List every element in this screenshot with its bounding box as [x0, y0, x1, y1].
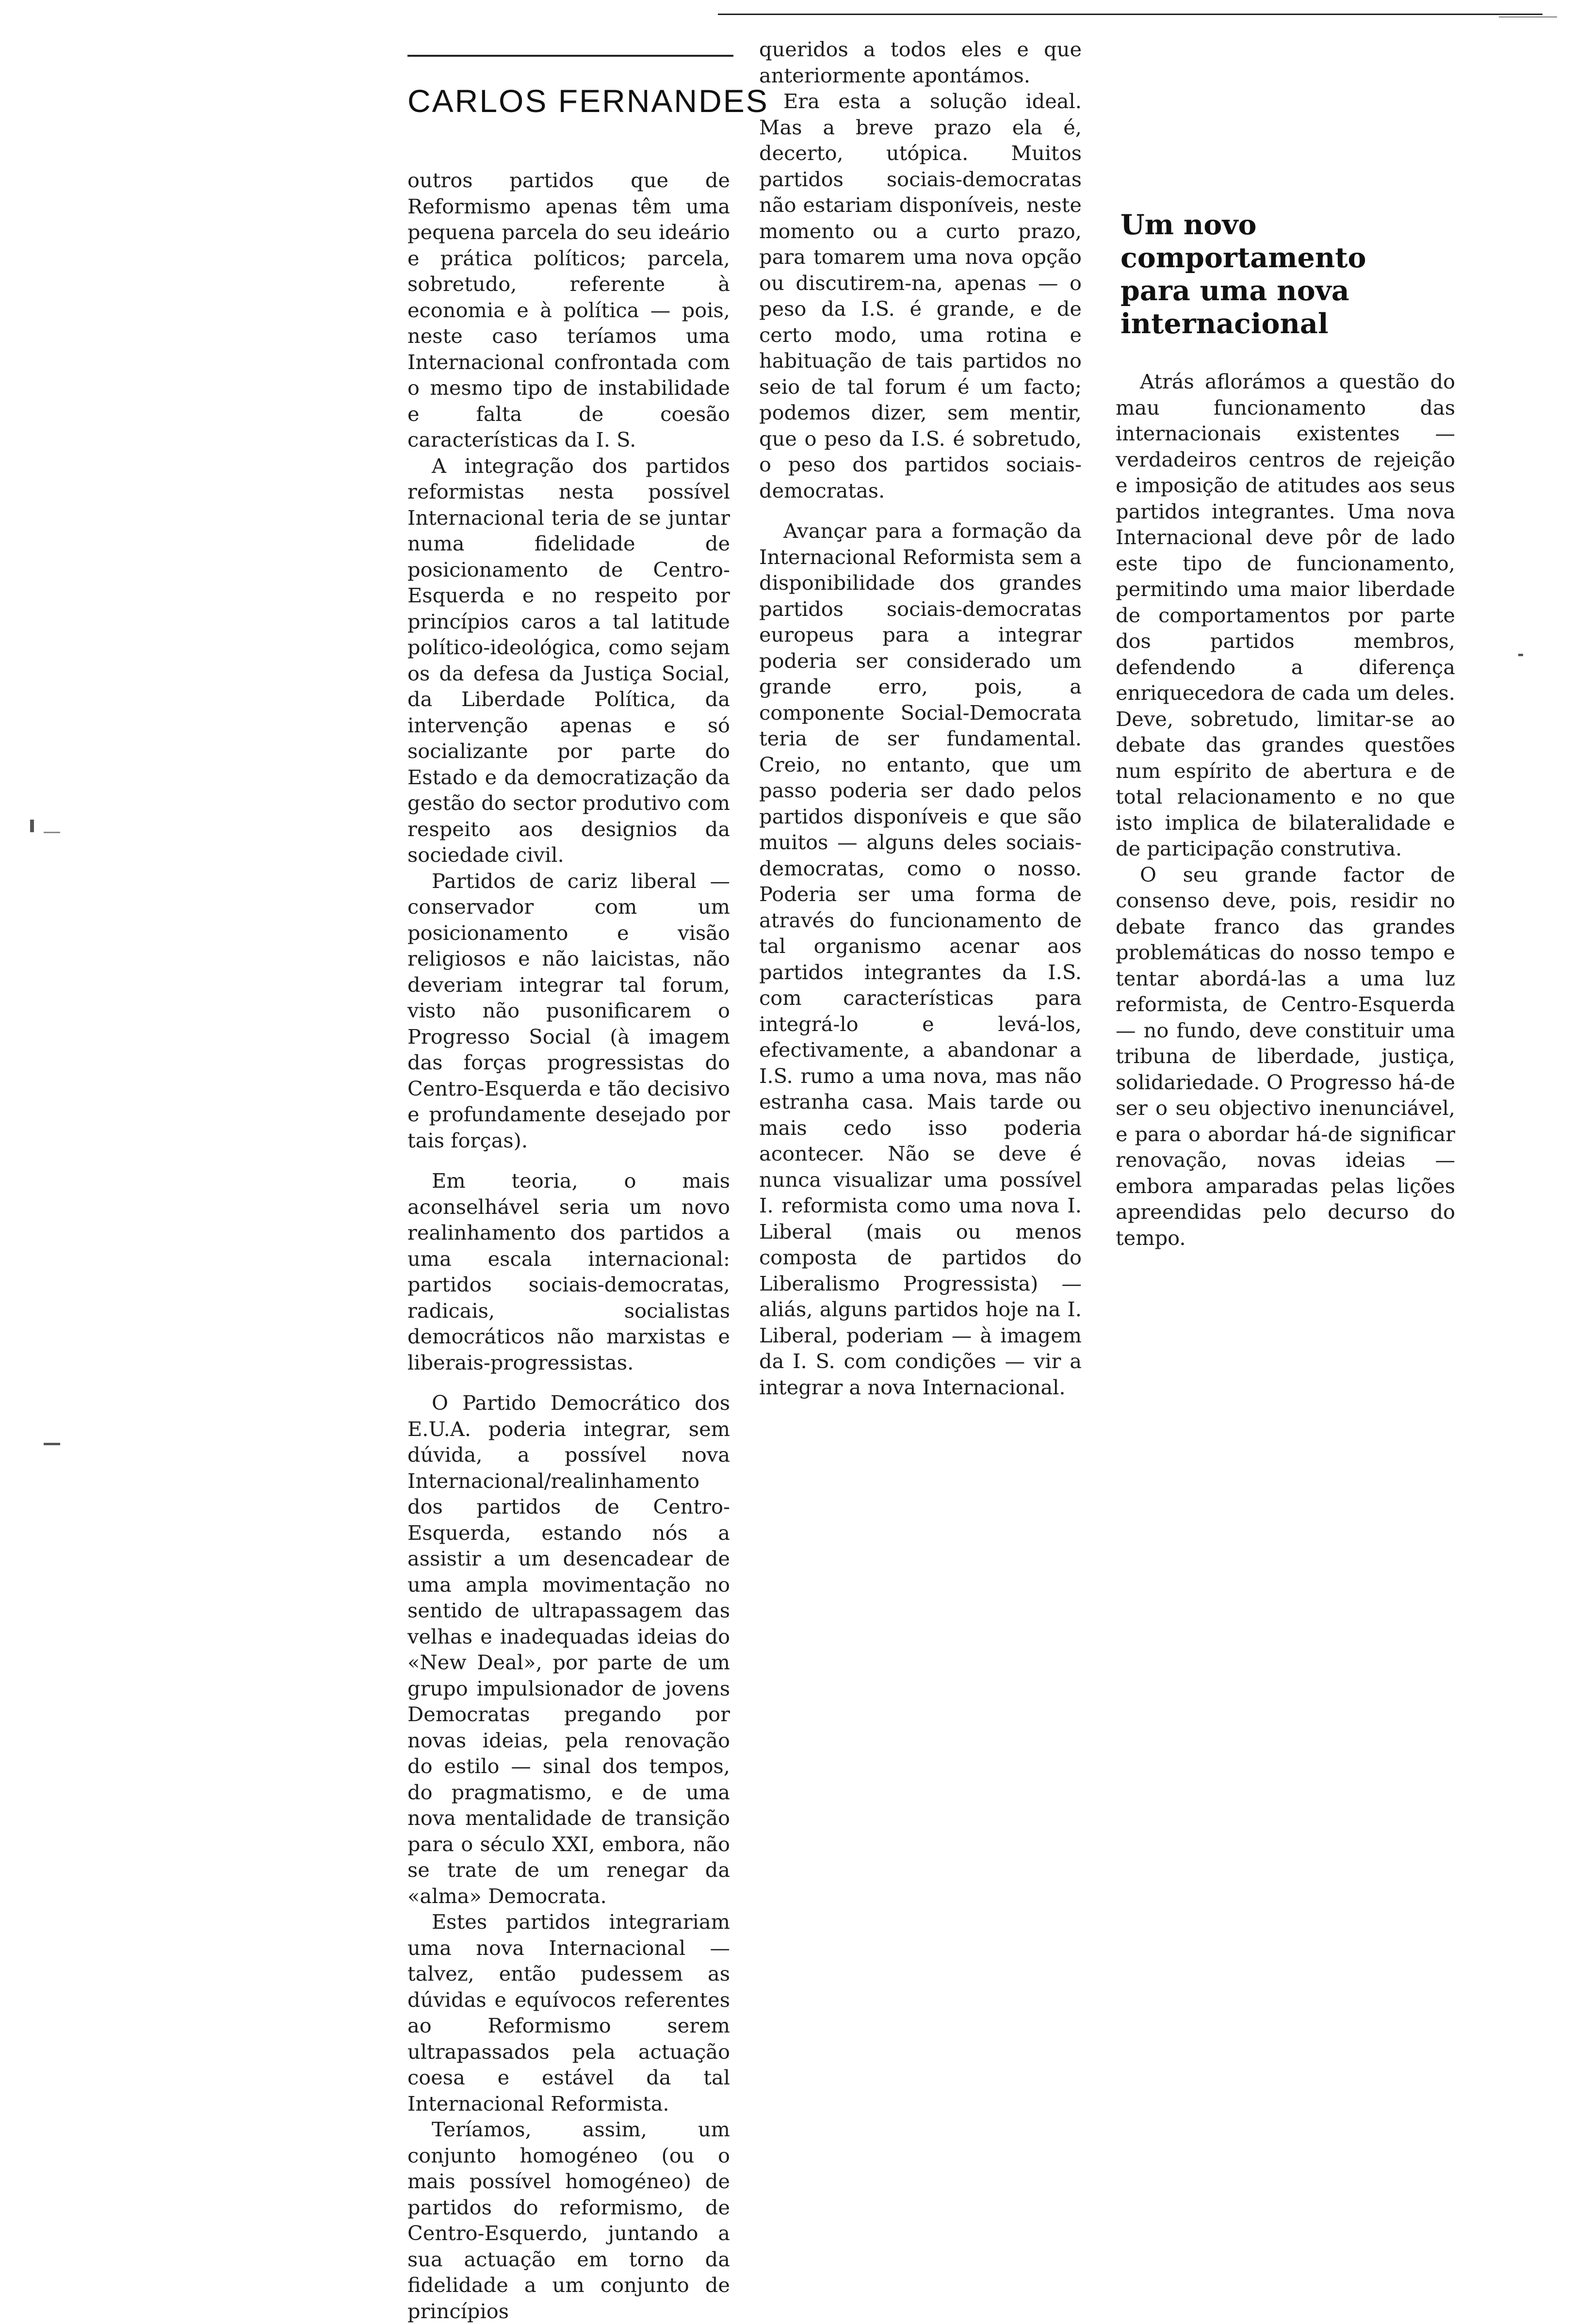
- top-rule-tail: [1499, 16, 1557, 17]
- scan-mark: [44, 1443, 60, 1445]
- scan-mark: [44, 832, 60, 833]
- paragraph: O Partido Democrático dos E.U.A. poderia integrar, sem dúvida, a possível nova Internacional/realinhamento dos partidos de Centro-Esquerda, estando nós a assistir a um desencadear de uma ampla movimentação no sentido de ultrapassagem das velhas e inadequadas ideias do «New Deal», por parte de um grupo impulsionador de jovens Democratas pregando por novas ideias, pela renovação do estilo — sinal dos tempos, do pragmatismo, e de uma nova mentalidade de transição para o século XXI, embora, não se trate de um renegar da «alma» Democrata.: [407, 1391, 730, 1908]
- paragraph: Era esta a solução ideal. Mas a breve prazo ela é, decerto, utópica. Muitos partidos sociais-democratas não estariam disponíveis, neste momento ou a curto prazo, para tomarem uma nova opção ou discutirem-na, apenas — o peso da I.S. é grande, e de certo modo, uma rotina e habituação de tais partidos no seio de tal forum é um facto; podemos dizer, sem mentir, que o peso da I.S. é sobretudo, o peso dos partidos sociais-democratas.: [759, 89, 1082, 502]
- author-rule: [407, 55, 733, 57]
- paragraph: Em teoria, o mais aconselhável seria um novo realinhamento dos partidos a uma escala internacional: partidos sociais-democratas, radicais, socialistas democráticos não marxistas e liberais-progressistas.: [407, 1169, 730, 1374]
- paragraph: Partidos de cariz liberal — conservador com um posicionamento e visão religiosos e não laicistas, não deveriam integrar tal forum, visto não pusonificarem o Progresso Social (à imagem das forças progressistas do Centro-Esquerda e tão decisivo e profundamente desejado por tais forças).: [407, 869, 730, 1152]
- scan-mark: [1518, 654, 1523, 656]
- paragraph: outros partidos que de Reformismo apenas têm uma pequena parcela do seu ideário e prática políticos; parcela, sobretudo, referente à economia e à política — pois, neste caso teríamos uma Internacional confrontada com o mesmo tipo de instabilidade e falta de coesão características da I. S.: [407, 168, 730, 452]
- paragraph: Teríamos, assim, um conjunto homogéneo (ou o mais possível homogéneo) de partidos do reformismo, de Centro-Esquerdo, juntando a sua actuação em torno da fidelidade a um conjunto de princípios: [407, 2117, 730, 2323]
- top-rule: [718, 14, 1542, 15]
- section-heading: Um novo comportamento para uma nova internacional: [1120, 209, 1366, 340]
- author-byline: CARLOS FERNANDES: [407, 83, 769, 119]
- paragraph: Avançar para a formação da Internacional Reformista sem a disponibilidade dos grandes partidos sociais-democratas europeus para a integrar poderia ser considerado um grande erro, pois, a componente Social-Democrata teria de ser fundamental. Creio, no entanto, que um passo poderia ser dado pelos partidos disponíveis e que são muitos — alguns deles sociais-democratas, como o nosso. Poderia ser uma forma de através do funcionamento de tal organismo acenar aos partidos integrantes da I.S. com características para integrá-lo e levá-los, efectivamente, a abandonar a I.S. rumo a uma nova, mas não estranha casa. Mais tarde ou mais cedo isso poderia acontecer. Não se deve é nunca visualizar uma possível I. reformista como uma nova I. Liberal (mais ou menos composta de partidos do Liberalismo Progressista) — aliás, alguns partidos hoje na I. Liberal, poderiam — à imagem da I. S. com condições — vir a integrar a nova Internacional.: [759, 519, 1082, 1399]
- paragraph: queridos a todos eles e que anteriormente apontámos.: [759, 37, 1082, 87]
- paragraph: Atrás aflorámos a questão do mau funcionamento das internacionais existentes — verdadeiros centros de rejeição e imposição de atitudes aos seus partidos integrantes. Uma nova Internacional deve pôr de lado este tipo de funcionamento, permitindo uma maior liberdade de comportamentos por parte dos partidos membros, defendendo a diferença enriquecedora de cada um deles. Deve, sobretudo, limitar-se ao debate das grandes questões num espírito de abertura e de total relacionamento e no que isto implica de bilateralidade e de participação construtiva.: [1116, 370, 1455, 860]
- paragraph: A integração dos partidos reformistas nesta possível Internacional teria de se juntar numa fidelidade de posicionamento de Centro-Esquerda e no respeito por princípios caros a tal latitude político-ideológica, como sejam os da defesa da Justiça Social, da Liberdade Política, da intervenção apenas e só socializante por parte do Estado e da democratização da gestão do sector produtivo com respeito aos designios da sociedade civil.: [407, 453, 730, 867]
- scan-mark: [30, 820, 34, 832]
- text-column-2: [759, 36, 1082, 1400]
- text-column-3: [1116, 369, 1455, 1251]
- paragraph: O seu grande factor de consenso deve, pois, residir no debate franco das grandes problemáticas do nosso tempo e tentar abordá-las a uma luz reformista, de Centro-Esquerda — no fundo, deve constituir uma tribuna de liberdade, justiça, solidariedade. O Progresso há-de ser o seu objectivo inenunciável, e para o abordar há-de significar renovação, novas ideias — embora amparadas pelas lições apreendidas pelo decurso do tempo.: [1116, 862, 1455, 1250]
- text-column-1: [407, 167, 730, 2324]
- paragraph: Estes partidos integrariam uma nova Internacional — talvez, então pudessem as dúvidas e equívocos referentes ao Reformismo serem ultrapassados pela actuação coesa e estável da tal Internacional Reformista.: [407, 1910, 730, 2115]
